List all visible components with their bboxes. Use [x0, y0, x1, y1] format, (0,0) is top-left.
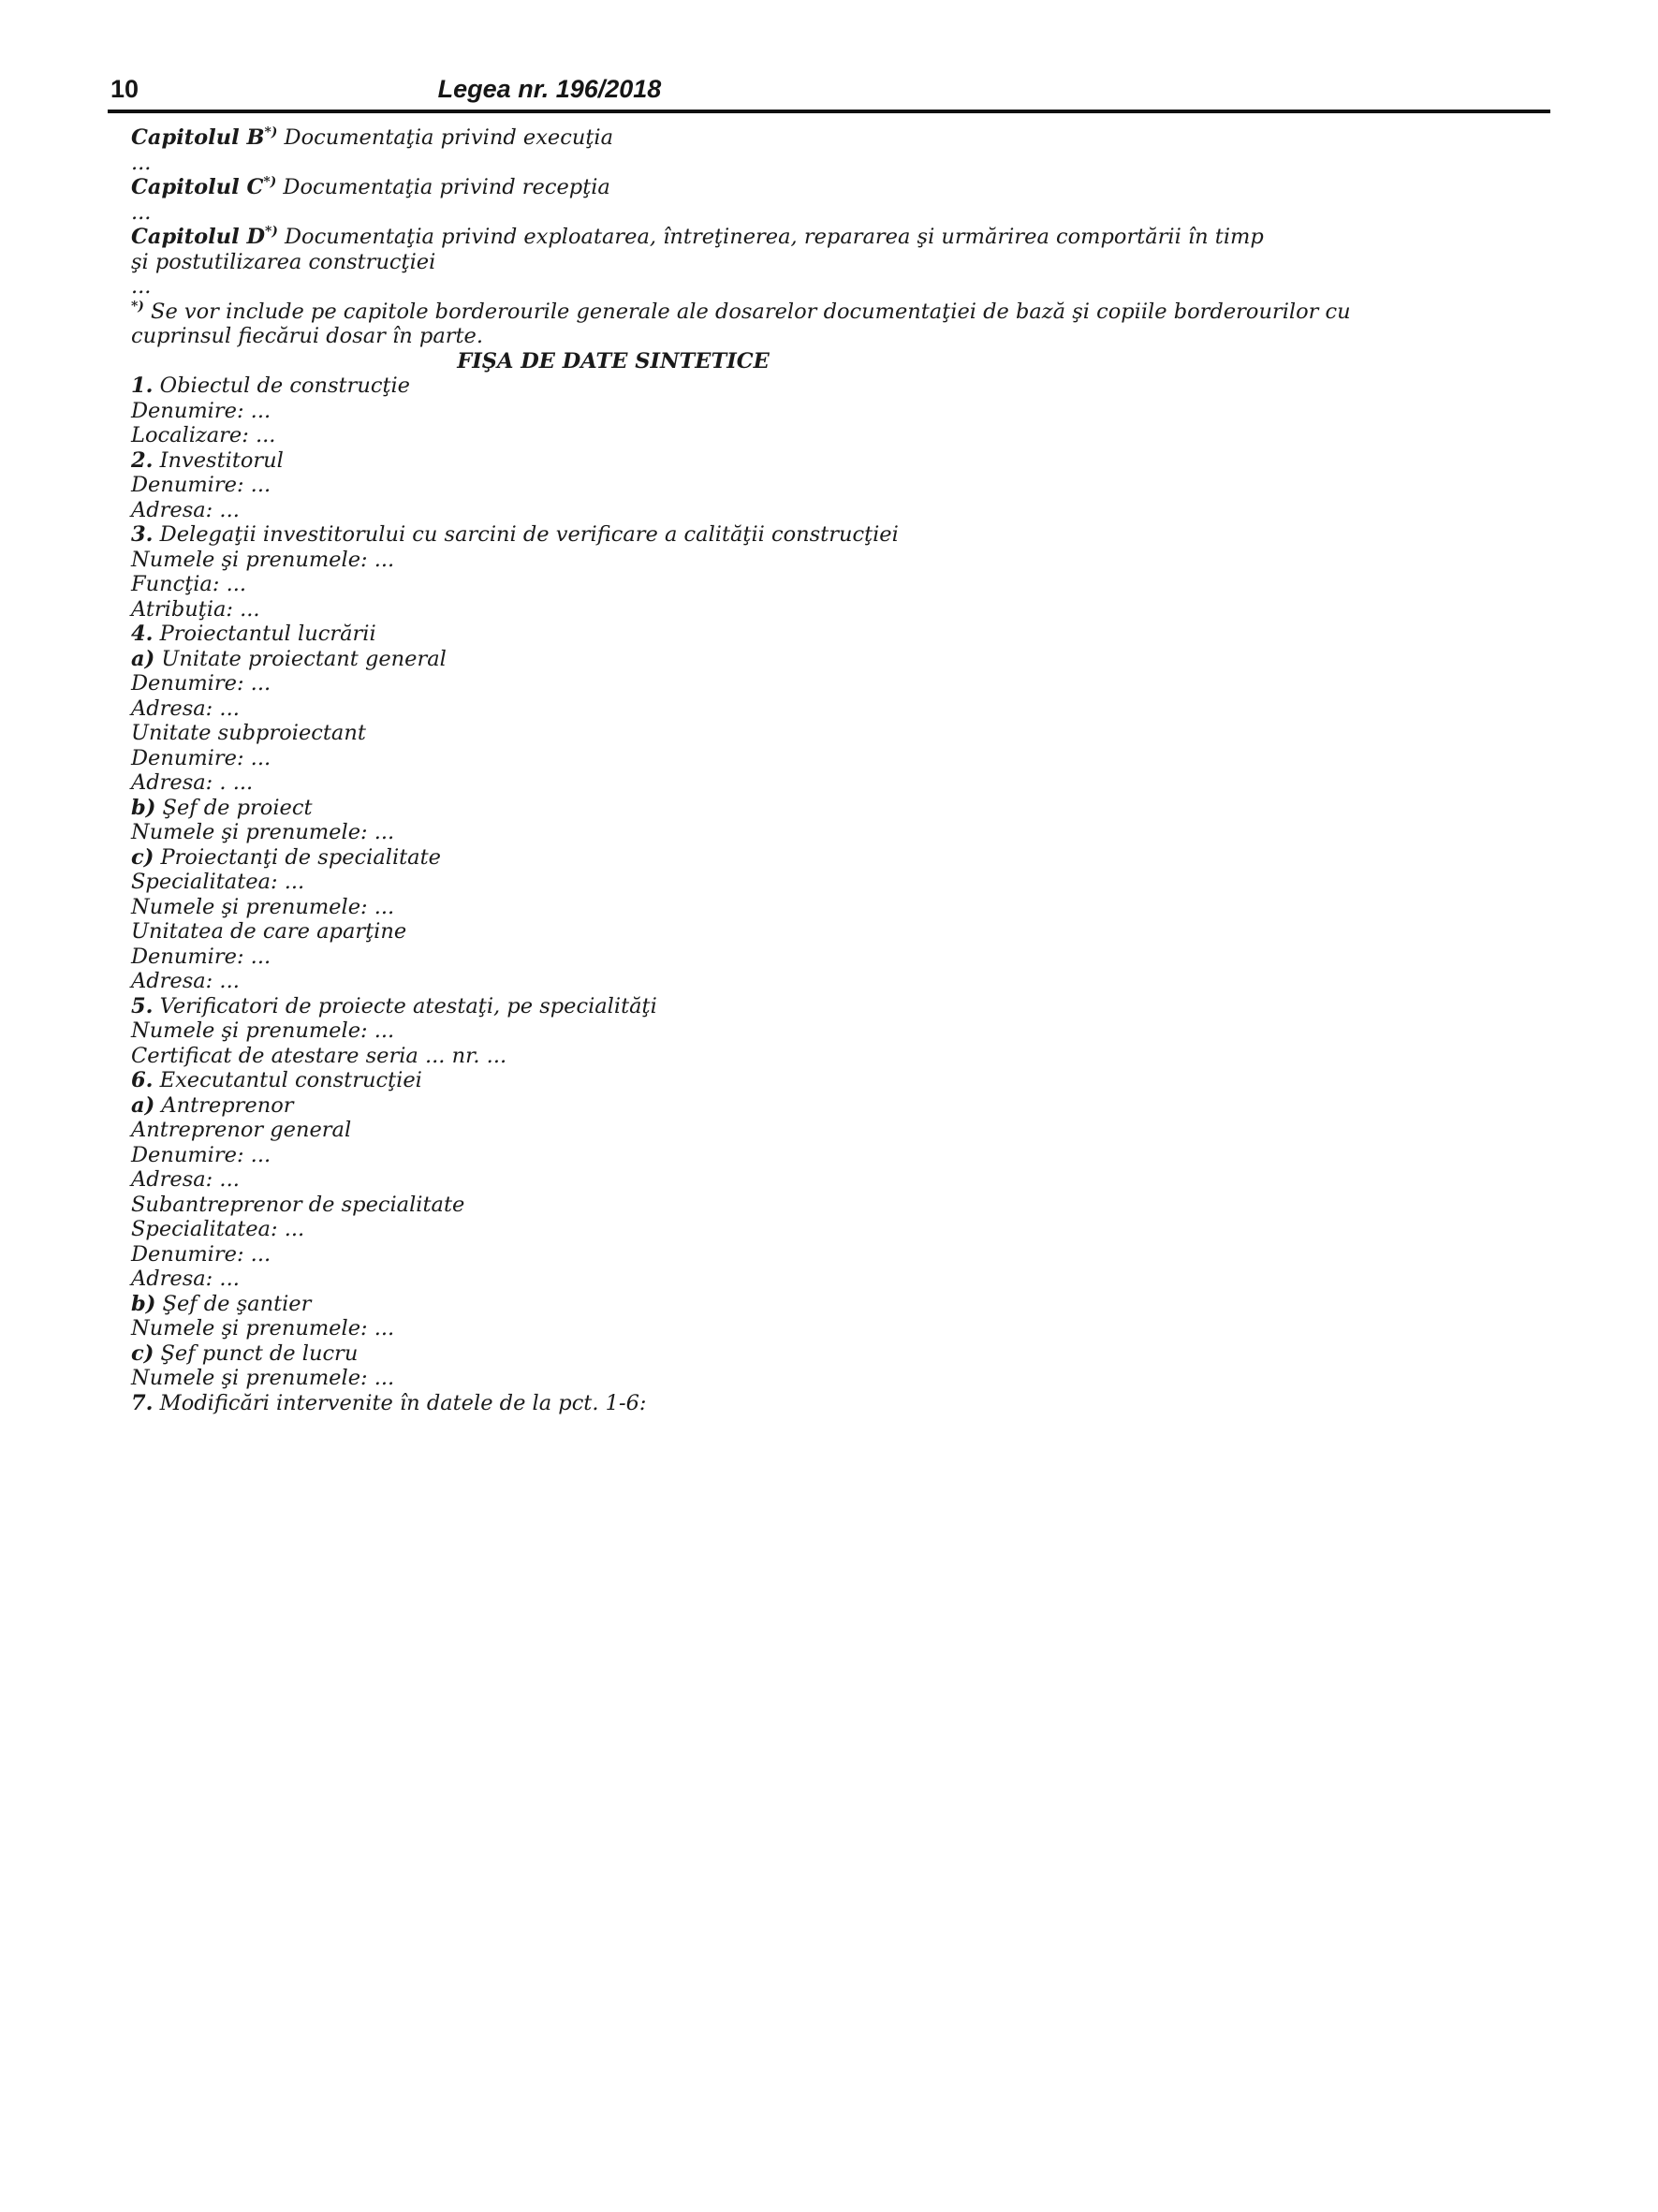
document-line: Numele şi prenumele: ...	[131, 894, 395, 919]
document-line: Adresa: ...	[131, 1167, 240, 1192]
document-line: Denumire: ...	[131, 671, 271, 696]
document-line: Capitolul D*) Documentaţia privind exploatarea, întreţinerea, repararea şi urmărirea comportării în timp	[131, 224, 1264, 249]
document-line: Numele şi prenumele: ...	[131, 1366, 395, 1390]
document-line: Denumire: ...	[131, 1241, 271, 1267]
document-line: *) Se vor include pe capitole borderourile generale ale dosarelor documentaţiei de bază şi copiile borderourilor cu	[131, 299, 1351, 324]
document-line: a) Antreprenor	[131, 1092, 294, 1118]
document-line: Localizare: ...	[131, 423, 276, 447]
document-line: Denumire: ...	[131, 745, 271, 770]
document-line: Atribuţia: ...	[131, 596, 260, 622]
document-line: ...	[131, 199, 152, 225]
document-line: b) Şef de şantier	[131, 1291, 312, 1316]
document-line: Numele şi prenumele: ...	[131, 547, 395, 572]
document-line: Adresa: ...	[131, 696, 240, 721]
document-line: Funcţia: ...	[131, 572, 247, 596]
document-line: b) Şef de proiect	[131, 795, 313, 820]
document-line: ...	[131, 274, 152, 299]
header-rule	[108, 110, 1550, 113]
document-body	[131, 125, 1351, 1415]
document-line: 4. Proiectantul lucrării	[131, 622, 376, 646]
document-line: 1. Obiectul de construcţie	[131, 374, 410, 398]
document-line: Numele şi prenumele: ...	[131, 820, 395, 844]
document-line: Subantreprenor de specialitate	[131, 1192, 465, 1217]
document-line: Unitate subproiectant	[131, 721, 366, 745]
document-line: 5. Verificatori de proiecte atestaţi, pe specialităţi	[131, 993, 657, 1018]
document-line: Capitolul B*) Documentaţia privind execuţia	[131, 125, 613, 150]
document-line: Adresa: ...	[131, 969, 240, 993]
document-line: Adresa: ...	[131, 1267, 240, 1291]
document-line: Adresa: . ...	[131, 770, 254, 795]
document-line: a) Unitate proiectant general	[131, 646, 447, 671]
page-number: 10	[110, 75, 139, 103]
document-line: Denumire: ...	[131, 398, 271, 423]
document-line: 3. Delegaţii investitorului cu sarcini de verificare a calităţii construcţiei	[131, 522, 899, 547]
section-heading: FIŞA DE DATE SINTETICE	[457, 348, 770, 374]
document-line: Antreprenor general	[131, 1118, 352, 1142]
document-line: c) Proiectanţi de specialitate	[131, 844, 441, 870]
document-line: cuprinsul fiecărui dosar în parte.	[131, 324, 483, 348]
page-title: Legea nr. 196/2018	[437, 75, 662, 103]
document-line: c) Şef punct de lucru	[131, 1340, 359, 1366]
document-line: 6. Executantul construcţiei	[131, 1068, 422, 1092]
document-line: ...	[131, 150, 152, 175]
document-line: Numele şi prenumele: ...	[131, 1316, 395, 1340]
document-line: Unitatea de care aparţine	[131, 919, 407, 944]
document-line: Denumire: ...	[131, 944, 271, 969]
document-line: Specialitatea: ...	[131, 870, 305, 894]
document-line: Specialitatea: ...	[131, 1217, 305, 1241]
document-line: Capitolul C*) Documentaţia privind recepţia	[131, 174, 610, 199]
document-line: Adresa: ...	[131, 497, 240, 522]
document-line: Denumire: ...	[131, 1142, 271, 1167]
document-line: şi postutilizarea construcţiei	[131, 249, 436, 274]
document-line: Numele şi prenumele: ...	[131, 1018, 395, 1043]
document-line: Denumire: ...	[131, 473, 271, 497]
document-line: 7. Modificări intervenite în datele de la pct. 1-6:	[131, 1390, 647, 1415]
document-line: 2. Investitorul	[131, 447, 284, 473]
page-header	[0, 75, 1658, 107]
document-line: Certificat de atestare seria ... nr. ...	[131, 1043, 507, 1068]
